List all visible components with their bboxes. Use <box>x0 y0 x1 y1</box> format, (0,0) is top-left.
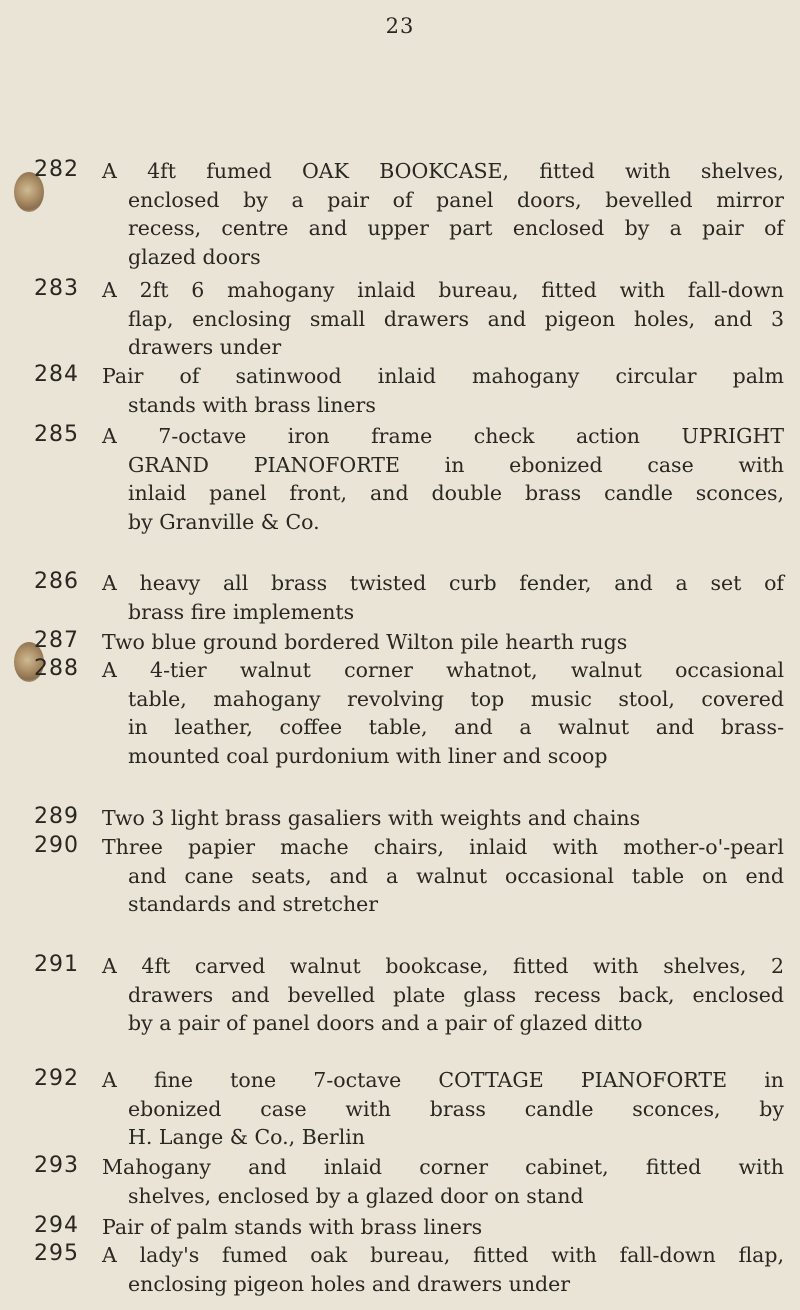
description-line: A heavy all brass twisted curb fender, and a set of <box>102 571 784 595</box>
lot-description <box>102 833 784 919</box>
lot-description <box>102 276 784 362</box>
description-line: Three papier mache chairs, inlaid with mother-o'-pearl <box>102 835 784 859</box>
description-line: shelves, enclosed by a glazed door on stand <box>128 1183 584 1208</box>
description-line: A 4-tier walnut corner whatnot, walnut occasional <box>102 658 784 682</box>
page-number: 23 <box>385 14 415 38</box>
description-line: and cane seats, and a walnut occasional table on end <box>128 863 784 888</box>
lot-number: 291 <box>34 952 79 977</box>
description-line: A 4ft fumed OAK BOOKCASE, fitted with shelves, <box>102 159 784 183</box>
description-line: A fine tone 7-octave COTTAGE PIANOFORTE in <box>102 1068 784 1092</box>
lot-number: 288 <box>34 656 79 681</box>
description-line: Two 3 light brass gasaliers with weights and chains <box>102 806 641 830</box>
lot-number: 286 <box>34 569 79 594</box>
lot-number: 293 <box>34 1153 79 1178</box>
lot-description <box>102 656 784 771</box>
lot-description <box>102 1153 784 1210</box>
description-line: enclosing pigeon holes and drawers under <box>128 1271 571 1296</box>
description-line: H. Lange & Co., Berlin <box>128 1125 366 1150</box>
lot-number: 289 <box>34 804 79 829</box>
description-line: by a pair of panel doors and a pair of glazed ditto <box>128 1011 643 1036</box>
description-line: in leather, coffee table, and a walnut and brass- <box>128 715 784 740</box>
lot-description <box>102 952 784 1038</box>
lot-number: 292 <box>34 1066 79 1091</box>
description-line: A 2ft 6 mahogany inlaid bureau, fitted with fall-down <box>102 278 784 302</box>
description-line: GRAND PIANOFORTE in ebonized case with <box>128 452 784 477</box>
lot-number: 290 <box>34 833 79 858</box>
description-line: by Granville & Co. <box>128 509 320 534</box>
lot-description <box>102 1066 784 1152</box>
description-line: drawers under <box>128 335 282 360</box>
description-line: A lady's fumed oak bureau, fitted with fall-down flap, <box>102 1243 784 1267</box>
description-line: A 7-octave iron frame check action UPRIGHT <box>102 424 784 448</box>
lot-number: 283 <box>34 276 79 301</box>
description-line: brass fire implements <box>128 599 355 624</box>
lot-description <box>102 422 784 537</box>
lot-description <box>102 804 784 833</box>
lot-number: 287 <box>34 628 79 653</box>
lot-number: 284 <box>34 362 79 387</box>
description-line: drawers and bevelled plate glass recess back, enclosed <box>128 982 784 1007</box>
lot-number: 282 <box>34 157 79 182</box>
lot-description <box>102 569 784 626</box>
lot-description <box>102 628 784 657</box>
description-line: Pair of satinwood inlaid mahogany circular palm <box>102 364 784 388</box>
description-line: mounted coal purdonium with liner and scoop <box>128 743 608 768</box>
lot-number: 285 <box>34 422 79 447</box>
description-line: enclosed by a pair of panel doors, bevelled mirror <box>128 187 784 212</box>
description-line: Mahogany and inlaid corner cabinet, fitted with <box>102 1155 784 1179</box>
description-line: flap, enclosing small drawers and pigeon holes, and 3 <box>128 306 784 331</box>
description-line: glazed doors <box>128 244 261 269</box>
description-line: inlaid panel front, and double brass candle sconces, <box>128 481 784 506</box>
lot-number: 294 <box>34 1213 79 1238</box>
description-line: standards and stretcher <box>128 892 379 917</box>
description-line: ebonized case with brass candle sconces, by <box>128 1096 784 1121</box>
description-line: recess, centre and upper part enclosed by a pair of <box>128 216 784 241</box>
lot-description <box>102 157 784 272</box>
lot-description <box>102 1241 784 1298</box>
description-line: Pair of palm stands with brass liners <box>102 1215 483 1239</box>
lot-description <box>102 362 784 419</box>
lot-description <box>102 1213 784 1242</box>
description-line: Two blue ground bordered Wilton pile hearth rugs <box>102 630 628 654</box>
description-line: table, mahogany revolving top music stool, covered <box>128 686 784 711</box>
lot-number: 295 <box>34 1241 79 1266</box>
description-line: stands with brass liners <box>128 392 376 417</box>
description-line: A 4ft carved walnut bookcase, fitted with shelves, 2 <box>102 954 784 978</box>
